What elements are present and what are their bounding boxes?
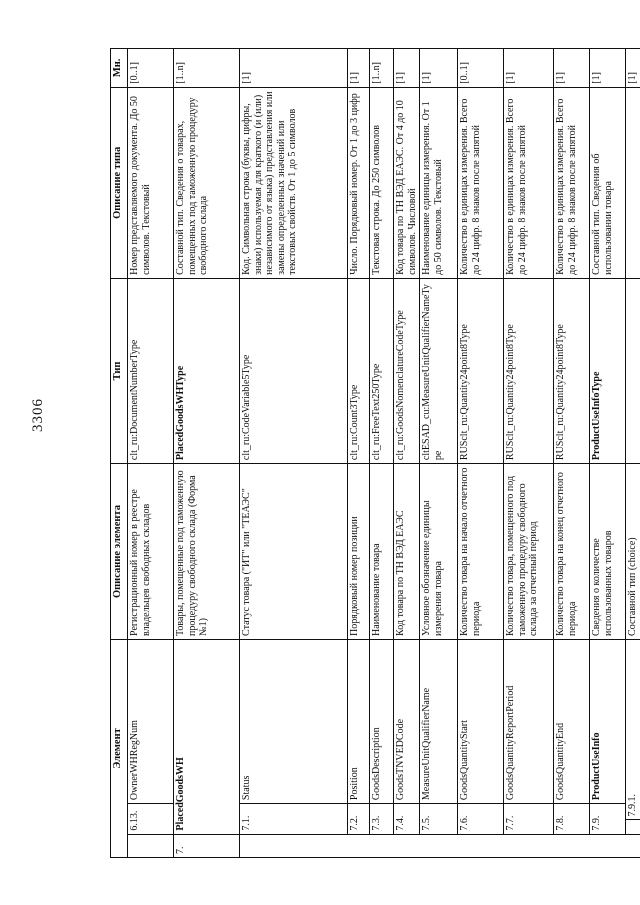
row-number: 6.13. [128, 804, 174, 834]
multiplicity: [1] [590, 49, 626, 88]
type-name: clt_ru:Count3Type [348, 278, 370, 463]
element-description: Порядковый номер позиции [348, 464, 370, 640]
element-name: Status [240, 639, 348, 803]
element-description: Товары, помещенные под таможенную процедуру свободного склада (Форма №1) [174, 464, 240, 640]
row-number: 7.9.1. [626, 639, 640, 820]
element-description: Условное обозначение единицы измерения товара [420, 464, 458, 640]
element-description: Количество товара на конец отчетного периода [554, 464, 590, 640]
type-description: Код товара по ТН ВЭД ЕАЭС. От 4 до 10 символов. Числовой [394, 87, 420, 278]
element-name: GoodsTNVEDCode [394, 639, 420, 803]
type-description: Количество в единицах измерения. Всего до 24 цифр. 8 знаков после запятой [554, 87, 590, 278]
type-name: clt_ru:FreeText250Type [370, 278, 394, 463]
element-description: Количество товара на начало отчетного периода [458, 464, 504, 640]
multiplicity: [0..1] [128, 49, 174, 88]
type-description: Количество в единицах измерения. Всего до 24 цифр. 8 знаков после запятой [458, 87, 504, 278]
type-description: Составной тип. Сведения об использовании товара [590, 87, 626, 278]
table-header-row [111, 49, 128, 858]
type-description: Наименование единицы измерения. От 1 до 50 символов. Текстовый [420, 87, 458, 278]
element-name: ProductUseInfo [590, 639, 626, 803]
row-number: 7.4. [394, 804, 420, 834]
element-description: Наименование товара [370, 464, 394, 640]
indent-cell [458, 834, 504, 857]
multiplicity: [1] [626, 49, 640, 88]
header-multiplicity: Мн. [111, 49, 128, 88]
table-row [590, 49, 626, 858]
element-name: MeasureUnitQualifierName [420, 639, 458, 803]
specification-table [110, 48, 640, 858]
table-row [554, 49, 590, 858]
element-name: GoodsQuantityReportPeriod [504, 639, 554, 803]
type-description: Количество в единицах измерения. Всего до 24 цифр. 8 знаков после запятой [504, 87, 554, 278]
row-number: 7.6. [458, 804, 504, 834]
row-number: 7. [174, 834, 240, 857]
table-row [128, 49, 174, 858]
element-name: Position [348, 639, 370, 803]
table-row [370, 49, 394, 858]
type-description [626, 87, 640, 278]
type-description: Число. Порядковый номер. От 1 до 3 цифр [348, 87, 370, 278]
element-description: Сведения о количестве использованных товаров [590, 464, 626, 640]
element-description: Составной тип (choice) [626, 464, 640, 640]
indent-cell [240, 834, 348, 857]
page-number: 3306 [30, 398, 46, 432]
multiplicity: [1] [394, 49, 420, 88]
indent-cell [554, 834, 590, 857]
row-number: 7.1. [240, 804, 348, 834]
type-name: clt_ru:DocumentNumberType [128, 278, 174, 463]
row-number: 7.2. [348, 804, 370, 834]
type-name: clt_ru:CodeVariable5Type [240, 278, 348, 463]
rotated-page-content [110, 48, 638, 858]
element-description: Статус товара ("ИТ" или "ТЕАЭС" [240, 464, 348, 640]
element-name: OwnerWHRegNum [128, 639, 174, 803]
indent-cell [626, 834, 640, 857]
indent-cell [348, 834, 370, 857]
indent-cell [626, 820, 640, 834]
table-row [504, 49, 554, 858]
element-name: GoodsQuantityStart [458, 639, 504, 803]
multiplicity: [1] [420, 49, 458, 88]
table-body [128, 49, 640, 858]
multiplicity: [1] [240, 49, 348, 88]
type-description: Составной тип. Сведения о товарах, помещенных под таможенную процедуру свободного склада [174, 87, 240, 278]
header-element: Элемент [111, 639, 128, 857]
row-number: 7.8. [554, 804, 590, 834]
multiplicity: [1] [554, 49, 590, 88]
element-name: GoodsQuantityEnd [554, 639, 590, 803]
type-name: RUSclt_ru:Quantity24point8Type [504, 278, 554, 463]
indent-cell [128, 834, 174, 857]
type-name: RUSclt_ru:Quantity24point8Type [458, 278, 504, 463]
multiplicity: [1] [348, 49, 370, 88]
row-number: 7.9. [590, 804, 626, 834]
type-description: Текстовая строка. До 250 символов [370, 87, 394, 278]
type-description: Номер представляемого документа. До 50 символов. Текстовый [128, 87, 174, 278]
row-number: 7.5. [420, 804, 458, 834]
multiplicity: [1..n] [174, 49, 240, 88]
header-element-description: Описание элемента [111, 464, 128, 640]
indent-cell [394, 834, 420, 857]
type-name: clt_ru:GoodsNomenclatureCodeType [394, 278, 420, 463]
multiplicity: [1..n] [370, 49, 394, 88]
table-row [458, 49, 504, 858]
table-row [420, 49, 458, 858]
type-name: PlacedGoodsWHType [174, 278, 240, 463]
indent-cell [590, 834, 626, 857]
indent-cell [504, 834, 554, 857]
element-description: Количество товара, помещенного под таможенную процедуру свободного склада за отчетный период [504, 464, 554, 640]
header-type-description: Описание типа [111, 87, 128, 278]
row-number: 7.7. [504, 804, 554, 834]
row-number: 7.3. [370, 804, 394, 834]
element-name: PlacedGoodsWH [174, 639, 240, 834]
indent-cell [420, 834, 458, 857]
header-type: Тип [111, 278, 128, 463]
table-row [240, 49, 348, 858]
type-name [626, 278, 640, 463]
table-row [348, 49, 370, 858]
type-name: cltESAD_cu:MeasureUnitQualifierNameType [420, 278, 458, 463]
element-description: Регистрационный номер в реестре владельцев свободных складов [128, 464, 174, 640]
type-description: Код. Символьная строка (буквы, цифры, знаки) используемая для краткого (и (или) независимого от языка) представления или замены определенных значений или текстовых свойств. От 1 до 5 символов [240, 87, 348, 278]
table-row [394, 49, 420, 858]
type-name: ProductUseInfoType [590, 278, 626, 463]
indent-cell [370, 834, 394, 857]
type-name: RUSclt_ru:Quantity24point8Type [554, 278, 590, 463]
table-row [626, 49, 640, 858]
multiplicity: [1] [504, 49, 554, 88]
multiplicity: [0..1] [458, 49, 504, 88]
element-description: Код товара по ТН ВЭД ЕАЭС [394, 464, 420, 640]
element-name: GoodsDescription [370, 639, 394, 803]
table-row [174, 49, 240, 858]
